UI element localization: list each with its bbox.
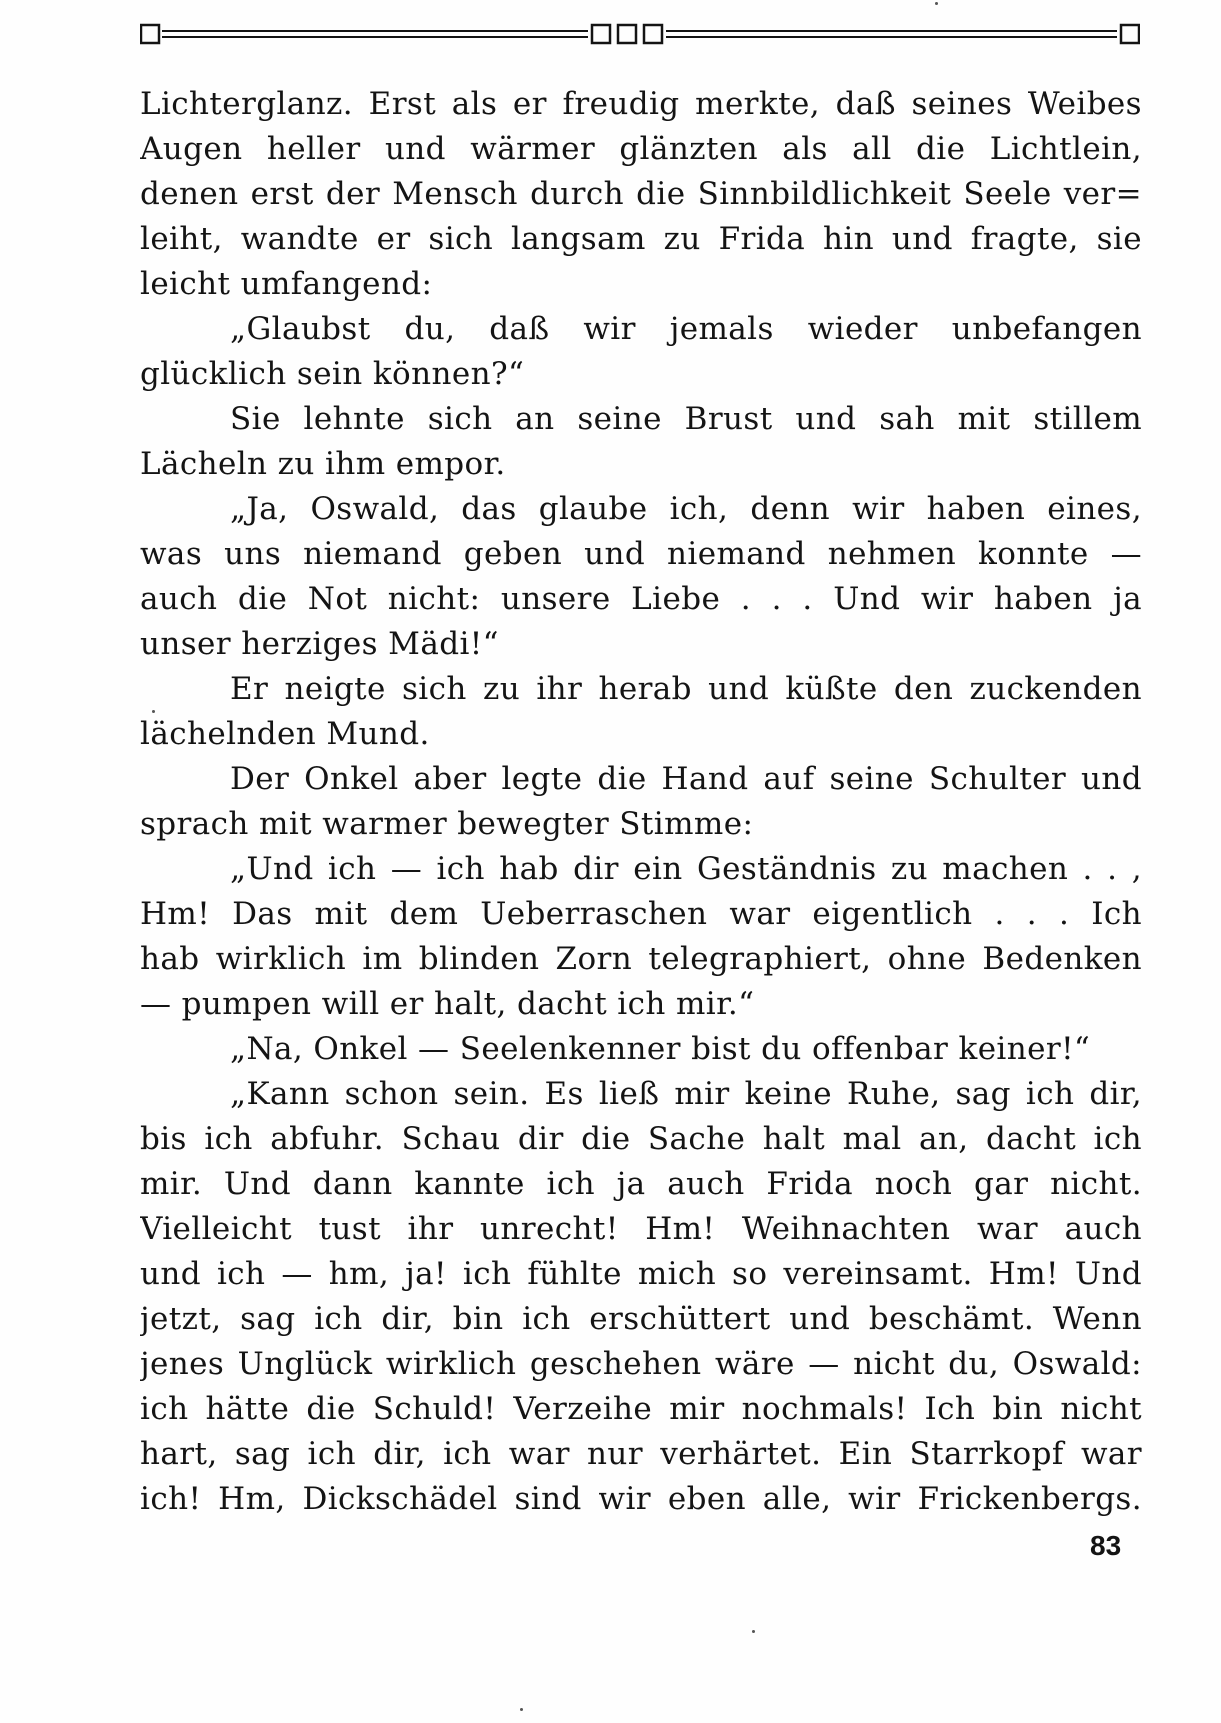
- page-body-text: [140, 82, 1142, 1522]
- text-line: jetzt, sag ich dir, bin ich erschüttert und beschämt. Wenn: [140, 1301, 1142, 1337]
- text-line: „Na, Onkel — Seelenkenner bist du offenbar keiner!“: [230, 1031, 1091, 1067]
- text-line: sprach mit warmer bewegter Stimme:: [140, 806, 754, 842]
- text-line: unser herziges Mädi!“: [140, 626, 499, 662]
- text-line: ich! Hm, Dickschädel sind wir eben alle, wir Frickenbergs.: [140, 1481, 1142, 1517]
- text-line: Lächeln zu ihm empor.: [140, 446, 506, 482]
- text-line: jenes Unglück wirklich geschehen wäre — nicht du, Oswald:: [140, 1346, 1142, 1382]
- text-line: bis ich abfuhr. Schau dir die Sache halt mal an, dacht ich: [140, 1121, 1142, 1157]
- text-line: hart, sag ich dir, ich war nur verhärtet. Ein Starrkopf war: [140, 1436, 1142, 1472]
- text-line: „Kann schon sein. Es ließ mir keine Ruhe, sag ich dir,: [230, 1076, 1142, 1112]
- text-line: und ich — hm, ja! ich fühlte mich so vereinsamt. Hm! Und: [140, 1256, 1142, 1292]
- text-line: Augen heller und wärmer glänzten als all die Lichtlein,: [140, 131, 1142, 167]
- text-line: was uns niemand geben und niemand nehmen konnte —: [140, 536, 1142, 572]
- print-speck: [520, 1708, 523, 1711]
- header-ornament-rule: [140, 22, 1140, 46]
- page-number: 83: [1090, 1530, 1122, 1561]
- print-speck: [152, 710, 155, 713]
- text-line: Hm! Das mit dem Ueberraschen war eigentlich . . . Ich: [140, 896, 1142, 932]
- text-line: Sie lehnte sich an seine Brust und sah mit stillem: [230, 401, 1142, 437]
- text-line: hab wirklich im blinden Zorn telegraphiert, ohne Bedenken: [140, 941, 1142, 977]
- text-line: Er neigte sich zu ihr herab und küßte den zuckenden: [230, 671, 1142, 707]
- print-speck: [935, 2, 938, 5]
- text-line: Vielleicht tust ihr unrecht! Hm! Weihnachten war auch: [140, 1211, 1142, 1247]
- text-line: „Und ich — ich hab dir ein Geständnis zu machen . . ,: [230, 851, 1142, 887]
- text-line: leiht, wandte er sich langsam zu Frida hin und fragte, sie: [140, 221, 1142, 257]
- text-line: auch die Not nicht: unsere Liebe . . . Und wir haben ja: [140, 581, 1142, 617]
- text-line: „Ja, Oswald, das glaube ich, denn wir haben eines,: [230, 491, 1142, 527]
- text-line: leicht umfangend:: [140, 266, 433, 302]
- text-line: „Glaubst du, daß wir jemals wieder unbefangen: [230, 311, 1142, 347]
- text-line: Lichterglanz. Erst als er freudig merkte, daß seines Weibes: [140, 86, 1142, 122]
- text-line: glücklich sein können?“: [140, 356, 525, 392]
- text-line: — pumpen will er halt, dacht ich mir.“: [140, 986, 755, 1022]
- text-line: Der Onkel aber legte die Hand auf seine Schulter und: [230, 761, 1142, 797]
- text-line: lächelnden Mund.: [140, 716, 430, 752]
- text-line: mir. Und dann kannte ich ja auch Frida noch gar nicht.: [140, 1166, 1142, 1202]
- print-speck: [752, 1630, 755, 1633]
- text-line: ich hätte die Schuld! Verzeihe mir nochmals! Ich bin nicht: [140, 1391, 1142, 1427]
- text-line: denen erst der Mensch durch die Sinnbildlichkeit Seele ver=: [140, 176, 1142, 212]
